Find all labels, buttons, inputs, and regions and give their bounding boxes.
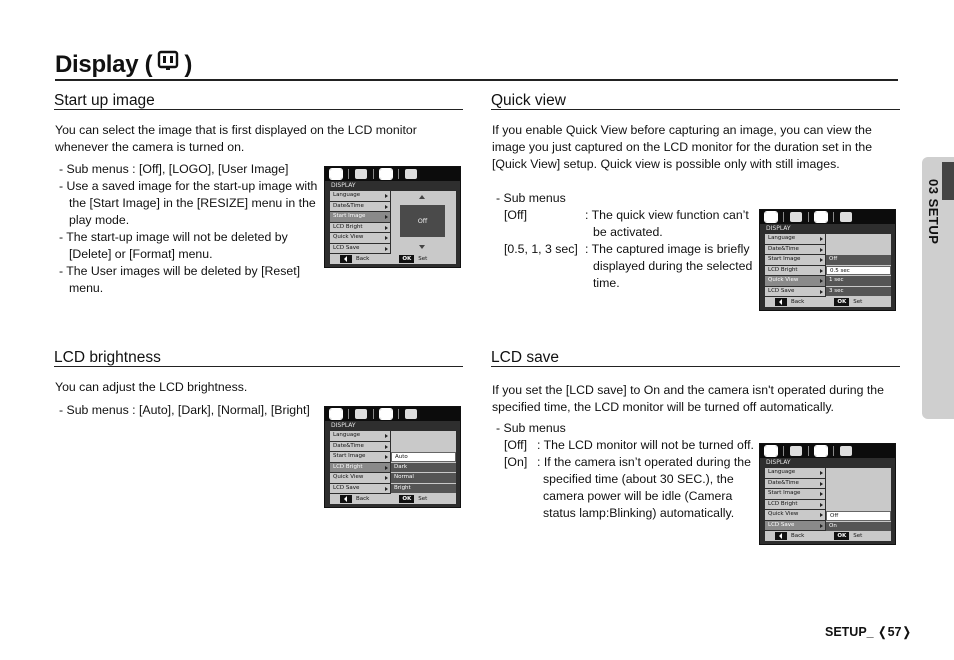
lcdsave-intro: If you set the [LCD save] to On and the camera isn't operated during the specified time, the LCD monitor will be turned off automatically.	[492, 383, 884, 414]
back-arrow-icon	[775, 532, 787, 540]
list-item: Bright	[391, 484, 456, 494]
list-item: [Off] : The LCD monitor will not be turned off.	[504, 438, 754, 452]
list-item: Date&Time	[765, 245, 825, 255]
lcd-screen-startup: DISPLAY Language Date&Time Start Image LCD Bright Quick View LCD Save Off Back OK Set	[324, 166, 461, 268]
list-item: Date&Time	[330, 202, 390, 212]
section-divider	[491, 366, 900, 367]
list-item: Off	[826, 511, 891, 521]
startup-value-box: Off	[391, 191, 456, 254]
page-title: Display ( )	[55, 50, 193, 78]
lcd-menu	[330, 431, 390, 494]
chapter-tab	[922, 157, 954, 419]
lcd-screen-brightness: DISPLAY Language Date&Time Start Image LCD Bright Quick View LCD Save Auto Dark Normal Bright Back OK Set	[324, 406, 461, 508]
list-item: 1 sec	[826, 276, 891, 286]
settings-icon	[840, 446, 852, 456]
display-icon	[157, 50, 179, 79]
display-icon	[380, 169, 392, 179]
list-item: Language	[765, 234, 825, 244]
list-item: Language	[765, 468, 825, 478]
lcd-menu	[330, 191, 390, 254]
lcd-options	[391, 431, 456, 494]
camera-icon	[765, 212, 777, 222]
list-item: Language	[330, 431, 390, 441]
arrow-down-icon	[419, 245, 425, 249]
list-item: Start Image	[765, 255, 825, 265]
display-icon	[380, 409, 392, 419]
back-arrow-icon	[340, 255, 352, 263]
list-item: Quick View	[330, 233, 390, 243]
page-number: SETUP_ ❬57❭	[825, 625, 912, 639]
list-item: Normal	[391, 473, 456, 483]
brightness-bullets	[59, 402, 321, 419]
list-item: Quick View	[765, 276, 825, 286]
list-item: Date&Time	[765, 479, 825, 489]
list-item: Quick View	[765, 510, 825, 520]
sound-icon	[790, 212, 802, 222]
list-item: Date&Time	[330, 442, 390, 452]
lcd-options	[826, 234, 891, 297]
list-item: LCD Bright	[765, 500, 825, 510]
back-arrow-icon	[340, 495, 352, 503]
section-divider	[54, 366, 463, 367]
camera-icon	[330, 409, 342, 419]
settings-icon	[405, 169, 417, 179]
list-item: - The start-up image will not be deleted by [Delete] or [Format] menu.	[59, 230, 288, 261]
list-item: LCD Bright	[330, 223, 390, 233]
chapter-tab-label: 03 SETUP	[926, 179, 941, 245]
section-heading-brightness: LCD brightness	[54, 349, 161, 366]
display-icon	[815, 212, 827, 222]
section-divider	[54, 109, 463, 110]
lcdsave-submenus: - Sub menus [Off] : The LCD monitor will not be turned off. [On] : If the camera isn’t operated during the specified time (about 30 SEC.), the camera power will be idle (Camera status lamp:Blinking) automatically.	[496, 420, 758, 522]
list-item: Start Image	[330, 452, 390, 462]
list-item: LCD Save	[765, 287, 825, 297]
section-heading-quickview: Quick view	[491, 92, 566, 109]
list-item: [Off] : The quick view function can’t be activated.	[504, 208, 749, 239]
camera-icon	[765, 446, 777, 456]
list-item: Start Image	[330, 212, 390, 222]
list-item: LCD Save	[330, 244, 390, 254]
quickview-submenus: - Sub menus [Off] : The quick view function can’t be activated. [0.5, 1, 3 sec] : The captured image is briefly displayed during the selected time.	[496, 190, 756, 292]
list-item: LCD Save	[330, 484, 390, 494]
section-heading-startup: Start up image	[54, 92, 155, 109]
list-item: On	[826, 522, 891, 532]
lcd-menu	[765, 234, 825, 297]
settings-icon	[840, 212, 852, 222]
brightness-intro: You can adjust the LCD brightness.	[55, 380, 248, 394]
list-item: LCD Save	[765, 521, 825, 531]
sound-icon	[355, 169, 367, 179]
startup-bullets	[59, 161, 321, 297]
list-item: Dark	[391, 463, 456, 473]
settings-icon	[405, 409, 417, 419]
quickview-intro: If you enable Quick View before capturing an image, you can view the image you just captured on the LCD monitor for the duration set in the [Quick View] setup. Quick view is possible only with still images.	[492, 123, 873, 171]
list-item: - Sub menus : [Off], [LOGO], [User Image]	[59, 162, 289, 176]
arrow-up-icon	[419, 195, 425, 199]
startup-intro: You can select the image that is first displayed on the LCD monitor whenever the camera is turned on.	[55, 123, 417, 154]
list-item: LCD Bright	[330, 463, 390, 473]
list-item: Start Image	[765, 489, 825, 499]
title-divider	[55, 79, 898, 81]
section-heading-lcdsave: LCD save	[491, 349, 560, 366]
display-icon	[815, 446, 827, 456]
list-item: Quick View	[330, 473, 390, 483]
lcd-screen-lcdsave: DISPLAY Language Date&Time Start Image LCD Bright Quick View LCD Save Off On Back OK Set	[759, 443, 896, 545]
list-item: [On] : If the camera isn’t operated during the specified time (about 30 SEC.), the camera power will be idle (Camera status lamp:Blinking) automatically.	[504, 455, 751, 520]
lcd-screen-quickview: DISPLAY Language Date&Time Start Image LCD Bright Quick View LCD Save Off 0.5 sec 1 sec 3 sec Back OK Set	[759, 209, 896, 311]
section-divider	[491, 109, 900, 110]
list-item: Off	[826, 255, 891, 265]
list-item: 3 sec	[826, 287, 891, 297]
list-item: - Use a saved image for the start-up image with the [Start Image] in the [RESIZE] menu in the play mode.	[59, 179, 318, 227]
camera-icon	[330, 169, 342, 179]
sound-icon	[355, 409, 367, 419]
list-item: - Sub menus : [Auto], [Dark], [Normal], [Bright]	[59, 403, 310, 417]
back-arrow-icon	[775, 298, 787, 306]
list-item: 0.5 sec	[826, 266, 891, 276]
lcd-options	[826, 468, 891, 531]
list-item: [0.5, 1, 3 sec] : The captured image is briefly displayed during the selected time.	[504, 242, 753, 290]
list-item: - The User images will be deleted by [Reset] menu.	[59, 264, 301, 295]
sound-icon	[790, 446, 802, 456]
list-item: Auto	[391, 452, 456, 462]
list-item: LCD Bright	[765, 266, 825, 276]
list-item: Language	[330, 191, 390, 201]
lcd-menu	[765, 468, 825, 531]
